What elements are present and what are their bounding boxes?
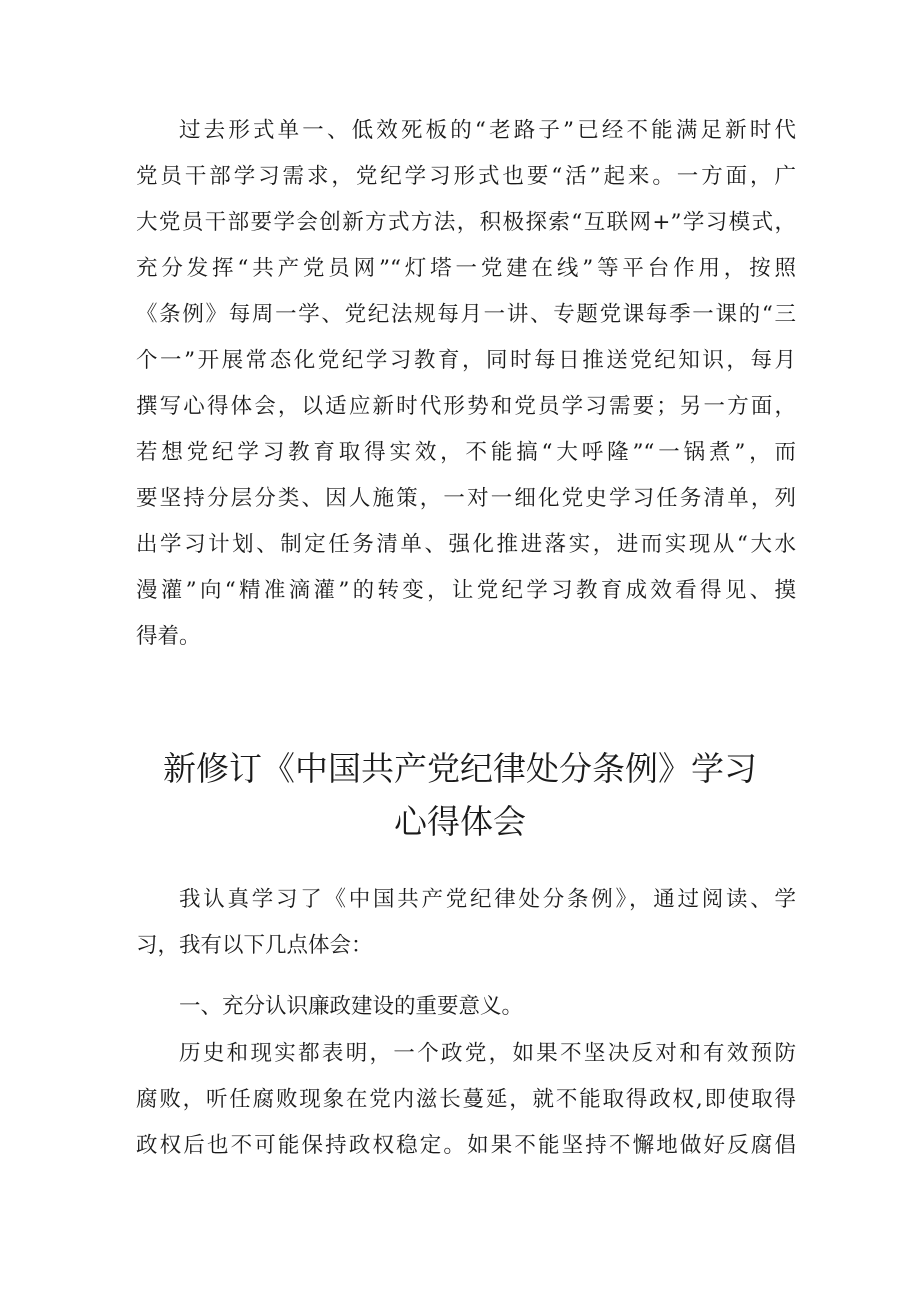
- paragraph-line: 《条例》每周一学、党纪法规每月一讲、专题党课每季一课的“三: [136, 302, 796, 327]
- paragraph-line: 充分发挥“共产党员网”“灯塔一党建在线”等平台作用，按照: [136, 256, 796, 281]
- article-title: [100, 742, 820, 848]
- article-title-line-1: 新修订《中国共产党纪律处分条例》学习: [163, 749, 757, 788]
- paragraph-line: 要坚持分层分类、因人施策，一对一细化党史学习任务清单，列: [136, 486, 796, 511]
- paragraph-study-methods: [136, 108, 796, 660]
- paragraph-line: 漫灌”向“精准滴灌”的转变，让党纪学习教育成效看得见、摸: [136, 578, 796, 603]
- paragraph-line: 大党员干部要学会创新方式方法，积极探索“互联网+”学习模式，: [136, 210, 796, 235]
- paragraph-line: 出学习计划、制定任务清单、强化推进落实，进而实现从“大水: [136, 532, 796, 557]
- paragraph-line: 若想党纪学习教育取得实效，不能搞“大呼隆”“一锅煮”，而: [136, 440, 796, 465]
- paragraph-line: 得着。: [136, 624, 201, 649]
- paragraph-intro: [136, 877, 796, 969]
- paragraph-line: 撰写心得体会，以适应新时代形势和党员学习需要；另一方面，: [136, 394, 796, 419]
- paragraph-line: 历史和现实都表明，一个政党，如果不坚决反对和有效预防: [179, 1041, 796, 1066]
- paragraph-line: 政权后也不可能保持政权稳定。如果不能坚持不懈地做好反腐倡: [136, 1133, 796, 1158]
- paragraph-line: 习，我有以下几点体会：: [136, 933, 373, 958]
- paragraph-line: 腐败，听任腐败现象在党内滋长蔓延，就不能取得政权,即使取得: [136, 1087, 796, 1112]
- paragraph-history: [136, 1031, 796, 1169]
- section-heading-1: 一、充分认识廉政建设的重要意义。: [179, 994, 524, 1019]
- paragraph-line: 个一”开展常态化党纪学习教育，同时每日推送党纪知识，每月: [136, 348, 796, 373]
- article-title-line-2: 心得体会: [394, 802, 526, 841]
- paragraph-line: 我认真学习了《中国共产党纪律处分条例》，通过阅读、学: [179, 887, 796, 912]
- paragraph-line: 过去形式单一、低效死板的“老路子”已经不能满足新时代: [179, 118, 796, 143]
- paragraph-line: 党员干部学习需求，党纪学习形式也要“活”起来。一方面，广: [136, 164, 796, 189]
